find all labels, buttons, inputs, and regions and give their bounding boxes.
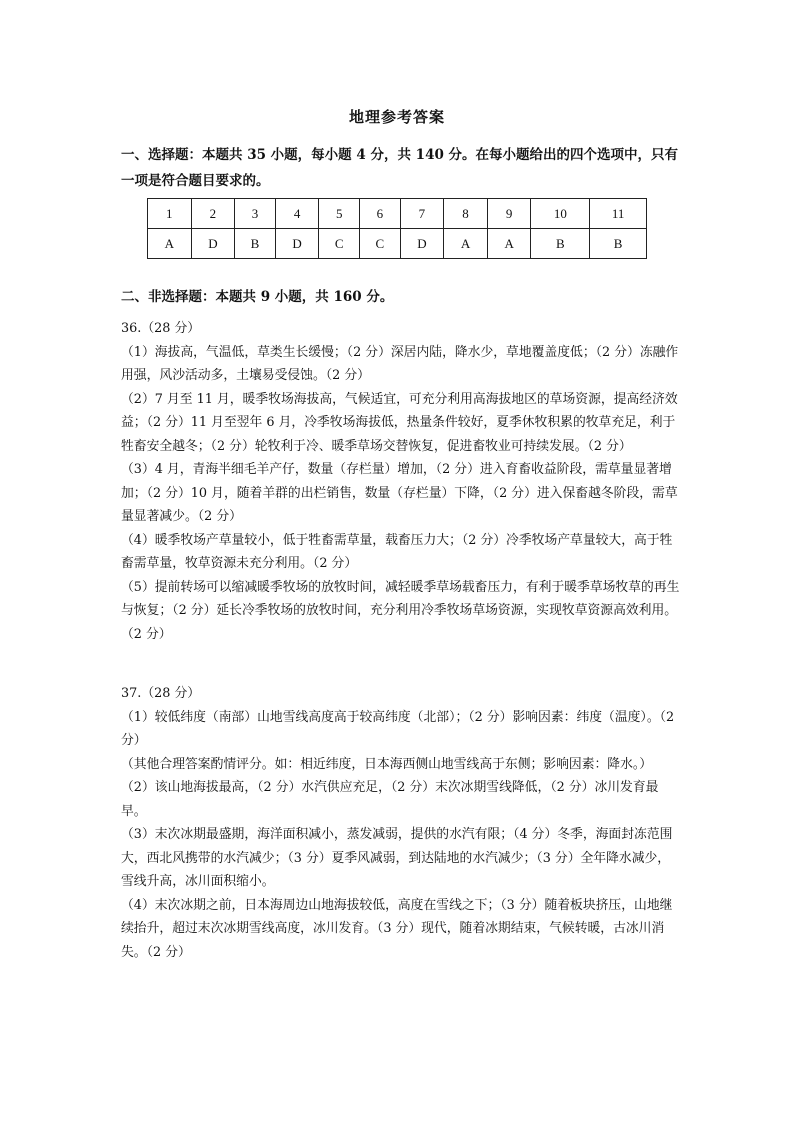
page-title: 地理参考答案 bbox=[348, 108, 445, 126]
question-37-part-3: （3）末次冰期最盛期，海洋面积减小，蒸发减弱，提供的水汽有限；（4 分）冬季，海面封冻范围大，西北风携带的水汽减少；（3 分）夏季风减弱，到达陆地的水汽减少；（3 分）全年降水减少，雪线升高，冰川面积缩小。 bbox=[121, 827, 673, 889]
question-number-cell: 8 bbox=[444, 199, 488, 229]
question-36-part-1: （1）海拔高，气温低，草类生长缓慢；（2 分）深居内陆，降水少，草地覆盖度低；（2 分）冻融作用强，风沙活动多，土壤易受侵蚀。（2 分） bbox=[121, 344, 679, 383]
question-37-part-1-note: （其他合理答案酌情评分。如：相近纬度，日本海西侧山地雪线高于东侧；影响因素：降水。） bbox=[121, 756, 653, 772]
answer-row bbox=[148, 229, 647, 259]
question-36-part-4: （4）暖季牧场产草量较小，低于牲畜需草量，载畜压力大；（2 分）冷季牧场产草量较大，高于牲畜需草量，牧草资源未充分利用。（2 分） bbox=[121, 532, 673, 571]
answer-cell: C bbox=[360, 229, 401, 259]
answer-cell: B bbox=[590, 229, 647, 259]
question-number-cell: 10 bbox=[531, 199, 590, 229]
question-number-cell: 1 bbox=[148, 199, 192, 229]
answer-cell: A bbox=[487, 229, 531, 259]
question-36-header: 36.（28 分） bbox=[121, 321, 201, 336]
question-36-part-3: （3）4 月，青海半细毛羊产仔，数量（存栏量）增加，（2 分）进入育畜收益阶段，需草量显著增加；（2 分）10 月，随着羊群的出栏销售，数量（存栏量）下降，（2 分）进入保畜越冬阶段，需草量显著减少。（2 分） bbox=[121, 462, 678, 524]
question-number-cell: 4 bbox=[275, 199, 319, 229]
answer-cell: B bbox=[531, 229, 590, 259]
section-2-heading: 二、非选择题：本题共 9 小题，共 160 分。 bbox=[121, 289, 394, 305]
question-37-part-1: （1）较低纬度（南部）山地雪线高度高于较高纬度（北部）；（2 分）影响因素：纬度（温度）。（2 分） bbox=[121, 709, 675, 748]
question-37-block bbox=[121, 682, 681, 964]
question-number-cell: 7 bbox=[400, 199, 444, 229]
question-number-cell: 2 bbox=[191, 199, 235, 229]
answer-table bbox=[147, 198, 647, 259]
section-1-heading: 一、选择题：本题共 35 小题，每小题 4 分，共 140 分。在每小题给出的四个选项中，只有一项是符合题目要求的。 bbox=[121, 147, 679, 189]
question-37-part-4: （4）末次冰期之前，日本海周边山地海拔较低，高度在雪线之下；（3 分）随着板块挤压，山地继续抬升，超过末次冰期雪线高度，冰川发育。（3 分）现代，随着冰期结束，气候转暖，古冰川消失。（2 分） bbox=[121, 897, 673, 960]
question-37-part-2: （2）该山地海拔最高，（2 分）水汽供应充足，（2 分）末次冰期雪线降低，（2 分）冰川发育最早。 bbox=[121, 780, 659, 819]
question-number-cell: 9 bbox=[487, 199, 531, 229]
question-36-part-2: （2）7 月至 11 月，暖季牧场海拔高，气候适宜，可充分利用高海拔地区的草场资源，提高经济效益；（2 分）11 月至翌年 6 月，冷季牧场海拔低，热量条件较好，夏季休牧积累的牧草充足，利于牲畜安全越冬；（2 分）轮牧利于冷、暖季草场交替恢复，促进畜牧业可持续发展。（2 分） bbox=[121, 391, 678, 454]
question-36-part-5: （5）提前转场可以缩减暖季牧场的放牧时间，减轻暖季草场载畜压力，有利于暖季草场牧草的再生与恢复；（2 分）延长冷季牧场的放牧时间，充分利用冷季牧场草场资源，实现牧草资源高效利用。（2 分） bbox=[121, 579, 680, 642]
answer-cell: D bbox=[275, 229, 319, 259]
question-number-row bbox=[148, 199, 647, 229]
answer-cell: D bbox=[400, 229, 444, 259]
answer-cell: A bbox=[148, 229, 192, 259]
question-36-block bbox=[121, 317, 681, 646]
question-37-header: 37.（28 分） bbox=[121, 686, 201, 701]
answer-cell: C bbox=[319, 229, 360, 259]
answer-cell: B bbox=[235, 229, 276, 259]
answer-cell: A bbox=[444, 229, 488, 259]
question-number-cell: 3 bbox=[235, 199, 276, 229]
question-number-cell: 6 bbox=[360, 199, 401, 229]
question-number-cell: 5 bbox=[319, 199, 360, 229]
answer-cell: D bbox=[191, 229, 235, 259]
question-number-cell: 11 bbox=[590, 199, 647, 229]
